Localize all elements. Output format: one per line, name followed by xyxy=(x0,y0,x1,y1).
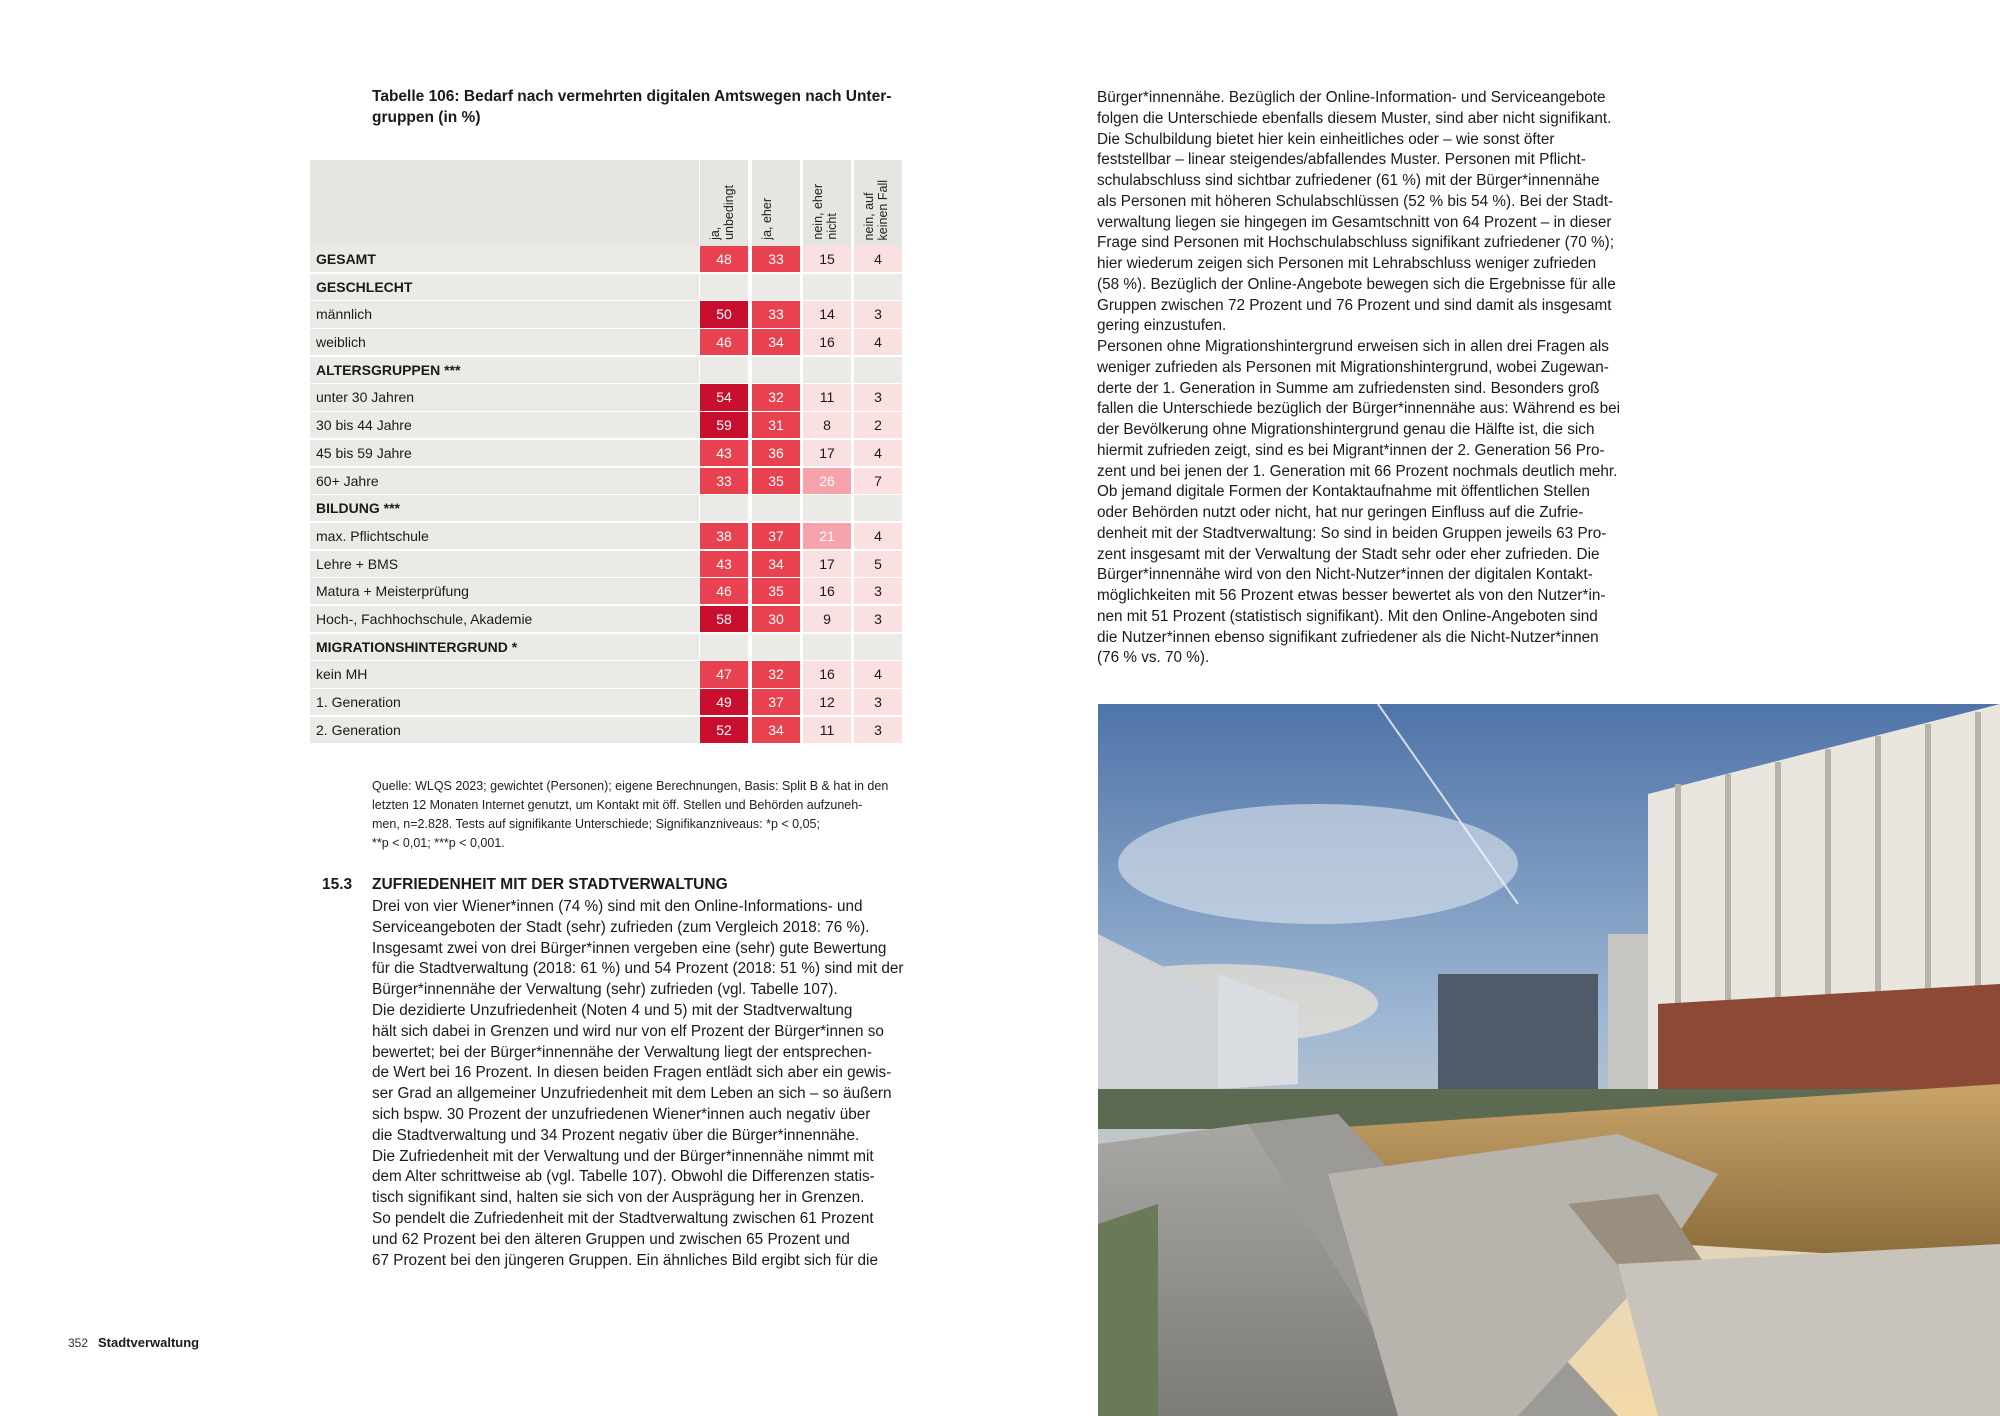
row-label: max. Pflichtschule xyxy=(310,523,699,549)
row-label: 30 bis 44 Jahre xyxy=(310,412,699,438)
value-cell: 34 xyxy=(752,717,800,743)
value-cell: 3 xyxy=(854,717,902,743)
value-cell: 35 xyxy=(752,578,800,604)
body-line: de Wert bei 16 Prozent. In diesen beiden Fragen entlädt sich aber ein gewis- xyxy=(372,1064,892,1082)
value-cell: 8 xyxy=(803,412,851,438)
value-cell: 34 xyxy=(752,329,800,355)
source-line: Quelle: WLQS 2023; gewichtet (Personen); eigene Berechnungen, Basis: Split B & hat in den xyxy=(372,779,889,793)
value-cell xyxy=(854,634,902,660)
table-row xyxy=(310,384,903,412)
value-cell: 58 xyxy=(700,606,748,632)
body-line: zent insgesamt mit der Verwaltung der Stadt sehr oder eher zufrieden. Die xyxy=(1097,545,1600,563)
value-cell xyxy=(700,495,748,521)
body-line: (58 %). Bezüglich der Online-Angebote bewegen sich die Ergebnisse für alle xyxy=(1097,275,1616,293)
data-table xyxy=(310,160,903,744)
section-title: ZUFRIEDENHEIT MIT DER STADTVERWALTUNG xyxy=(372,876,728,893)
value-cell: 32 xyxy=(752,384,800,410)
source-note xyxy=(372,777,912,853)
body-line: Die Zufriedenheit mit der Verwaltung und der Bürger*innennähe nimmt mit xyxy=(372,1147,874,1165)
value-cell: 47 xyxy=(700,661,748,687)
body-line: möglichkeiten mit 56 Prozent etwas besser bewertet als von den Nutzer*in- xyxy=(1097,587,1606,604)
body-line: 67 Prozent bei den jüngeren Gruppen. Ein ähnliches Bild ergibt sich für die xyxy=(372,1251,878,1269)
value-cell xyxy=(803,634,851,660)
value-cell: 37 xyxy=(752,689,800,715)
value-cell: 46 xyxy=(700,329,748,355)
table-row xyxy=(310,634,903,662)
row-label: Lehre + BMS xyxy=(310,551,699,577)
body-line: bewertet; bei der Bürger*innennähe der Verwaltung liegt der entsprechen- xyxy=(372,1043,873,1061)
value-cell: 16 xyxy=(803,329,851,355)
body-line: verwaltung liegen sie hingegen im Gesamtschnitt von 64 Prozent – in dieser xyxy=(1097,213,1612,231)
row-label: 60+ Jahre xyxy=(310,468,699,494)
column-header: ja, unbedingt xyxy=(700,160,748,246)
row-label: ALTERSGRUPPEN *** xyxy=(310,357,699,383)
value-cell xyxy=(803,274,851,300)
body-line: gering einzustufen. xyxy=(1097,317,1227,335)
row-label: GESAMT xyxy=(310,246,699,272)
row-label: weiblich xyxy=(310,329,699,355)
value-cell: 12 xyxy=(803,689,851,715)
body-line: weniger zufrieden als Personen mit Migrationshintergrund, wobei Zugewan- xyxy=(1097,358,1609,376)
value-cell: 50 xyxy=(700,301,748,327)
value-cell: 5 xyxy=(854,551,902,577)
value-cell: 2 xyxy=(854,412,902,438)
value-cell: 7 xyxy=(854,468,902,494)
chapter-title: Stadtverwaltung xyxy=(98,1335,200,1350)
body-line: So pendelt die Zufriedenheit mit der Stadtverwaltung zwischen 61 Prozent xyxy=(372,1209,874,1227)
body-line: dem Alter schrittweise ab (vgl. Tabelle 107). Obwohl die Differenzen statis- xyxy=(372,1168,875,1186)
row-label: unter 30 Jahren xyxy=(310,384,699,410)
right-column-text xyxy=(1097,88,1637,669)
body-line: denheit mit der Stadtverwaltung: So sind in beiden Gruppen jeweils 63 Pro- xyxy=(1097,524,1607,542)
body-line: zent und bei jenen der 1. Generation mit 66 Prozent nochmals deutlich mehr. xyxy=(1097,462,1618,480)
body-line: (76 % vs. 70 %). xyxy=(1097,649,1210,667)
table-row xyxy=(310,495,903,523)
body-line: feststellbar – linear steigendes/abfallendes Muster. Personen mit Pflicht- xyxy=(1097,151,1586,169)
value-cell: 59 xyxy=(700,412,748,438)
body-line: als Personen mit höheren Schulabschlüssen (52 % bis 54 %). Bei der Stadt- xyxy=(1097,192,1614,210)
value-cell: 30 xyxy=(752,606,800,632)
body-line: Die dezidierte Unzufriedenheit (Noten 4 und 5) mit der Stadtverwaltung xyxy=(372,1001,853,1019)
body-line: Drei von vier Wiener*innen (74 %) sind mit den Online-Informations- und xyxy=(372,898,863,915)
value-cell: 4 xyxy=(854,329,902,355)
section-number: 15.3 xyxy=(322,876,353,893)
value-cell xyxy=(752,495,800,521)
value-cell: 16 xyxy=(803,661,851,687)
source-line: letzten 12 Monaten Internet genutzt, um Kontakt mit öff. Stellen und Behörden aufzuneh- xyxy=(372,798,863,812)
value-cell: 52 xyxy=(700,717,748,743)
value-cell: 36 xyxy=(752,440,800,466)
value-cell xyxy=(700,274,748,300)
body-line: die Stadtverwaltung und 34 Prozent negativ über die Bürger*innennähe. xyxy=(372,1126,860,1144)
table-row xyxy=(310,578,903,606)
body-line: Serviceangeboten der Stadt (sehr) zufrieden (zum Vergleich 2018: 76 %). xyxy=(372,918,870,936)
table-row xyxy=(310,606,903,634)
page-number: 352 xyxy=(68,1336,89,1350)
table-row xyxy=(310,412,903,440)
value-cell: 14 xyxy=(803,301,851,327)
value-cell: 33 xyxy=(752,246,800,272)
value-cell: 3 xyxy=(854,578,902,604)
table-header xyxy=(310,160,903,246)
value-cell xyxy=(752,357,800,383)
value-cell: 48 xyxy=(700,246,748,272)
value-cell: 17 xyxy=(803,440,851,466)
column-header: nein, auf keinen Fall xyxy=(854,160,902,246)
row-label: 45 bis 59 Jahre xyxy=(310,440,699,466)
body-line: folgen die Unterschiede ebenfalls diesem Muster, sind aber nicht signifikant. xyxy=(1097,109,1612,127)
value-cell: 3 xyxy=(854,606,902,632)
row-label: MIGRATIONSHINTERGRUND * xyxy=(310,634,699,660)
value-cell: 43 xyxy=(700,440,748,466)
body-line: Bürger*innennähe. Bezüglich der Online-Information- und Serviceangebote xyxy=(1097,89,1606,106)
value-cell: 32 xyxy=(752,661,800,687)
value-cell: 33 xyxy=(752,301,800,327)
value-cell xyxy=(803,495,851,521)
body-line: Ob jemand digitale Formen der Kontaktaufnahme mit öffentlichen Stellen xyxy=(1097,483,1590,501)
value-cell: 4 xyxy=(854,661,902,687)
body-line: Insgesamt zwei von drei Bürger*innen vergeben eine (sehr) gute Bewertung xyxy=(372,939,887,957)
row-label: GESCHLECHT xyxy=(310,274,699,300)
body-line: Personen ohne Migrationshintergrund erweisen sich in allen drei Fragen als xyxy=(1097,338,1609,355)
table-row xyxy=(310,717,903,745)
value-cell: 15 xyxy=(803,246,851,272)
value-cell: 4 xyxy=(854,440,902,466)
body-line: derte der 1. Generation in Summe am zufriedensten sind. Besonders groß xyxy=(1097,379,1600,397)
column-header: nein, eher nicht xyxy=(803,160,851,246)
body-line: hiermit zufrieden zeigt, sind es bei Migrant*innen der 2. Generation 56 Pro- xyxy=(1097,441,1605,459)
body-line: und 62 Prozent bei den älteren Gruppen und zwischen 65 Prozent und xyxy=(372,1230,850,1248)
table-row xyxy=(310,440,903,468)
value-cell: 11 xyxy=(803,717,851,743)
source-line: **p < 0,01; ***p < 0,001. xyxy=(372,836,505,850)
value-cell: 33 xyxy=(700,468,748,494)
value-cell: 46 xyxy=(700,578,748,604)
body-line: der Bevölkerung ohne Migrationshintergrund genau die Hälfte ist, die sich xyxy=(1097,421,1595,438)
table-title-line: Tabelle 106: Bedarf nach vermehrten digitalen Amtswegen nach Unter- xyxy=(372,88,892,105)
table-row xyxy=(310,329,903,357)
value-cell: 49 xyxy=(700,689,748,715)
body-line: hält sich dabei in Grenzen und wird nur von elf Prozent der Bürger*innen so xyxy=(372,1022,884,1040)
table-row xyxy=(310,661,903,689)
body-line: oder Behörden nutzt oder nicht, hat nur geringen Einfluss auf die Zufrie- xyxy=(1097,504,1584,521)
table-row xyxy=(310,274,903,302)
table-row xyxy=(310,468,903,496)
body-line: sich bspw. 30 Prozent der unzufriedenen Wiener*innen auch negativ über xyxy=(372,1105,871,1123)
value-cell: 54 xyxy=(700,384,748,410)
value-cell xyxy=(700,357,748,383)
table-title-line: gruppen (in %) xyxy=(372,109,481,126)
table-row xyxy=(310,301,903,329)
row-label: Hoch-, Fachhochschule, Akademie xyxy=(310,606,699,632)
body-line: Die Schulbildung bietet hier kein einheitliches oder – wie sonst öfter xyxy=(1097,130,1555,148)
value-cell: 3 xyxy=(854,384,902,410)
body-line: Frage sind Personen mit Hochschulabschluss signifikant zufriedener (70 %); xyxy=(1097,234,1614,252)
body-line: nen mit 51 Prozent (statistisch signifikant). Mit den Online-Angeboten sind xyxy=(1097,607,1598,625)
row-label: Matura + Meisterprüfung xyxy=(310,578,699,604)
value-cell: 21 xyxy=(803,523,851,549)
value-cell: 11 xyxy=(803,384,851,410)
value-cell: 43 xyxy=(700,551,748,577)
table-row xyxy=(310,551,903,579)
value-cell: 3 xyxy=(854,301,902,327)
value-cell: 4 xyxy=(854,523,902,549)
row-label: 1. Generation xyxy=(310,689,699,715)
table-row xyxy=(310,689,903,717)
row-label: BILDUNG *** xyxy=(310,495,699,521)
body-line: Bürger*innennähe wird von den Nicht-Nutzer*innen der digitalen Kontakt- xyxy=(1097,566,1593,584)
value-cell xyxy=(752,634,800,660)
value-cell xyxy=(752,274,800,300)
value-cell: 4 xyxy=(854,246,902,272)
body-line: die Nutzer*innen ebenso signifikant zufriedener als die Nicht-Nutzer*innen xyxy=(1097,628,1599,646)
value-cell xyxy=(803,357,851,383)
value-cell: 37 xyxy=(752,523,800,549)
value-cell xyxy=(854,274,902,300)
body-line: schulabschluss sind sichtbar zufriedener (61 %) mit der Bürger*innennähe xyxy=(1097,172,1600,189)
section-body xyxy=(372,897,902,1271)
table-row xyxy=(310,357,903,385)
row-label: männlich xyxy=(310,301,699,327)
body-line: Gruppen zwischen 72 Prozent und 76 Prozent und sind damit als insgesamt xyxy=(1097,296,1612,314)
header-label-cell xyxy=(310,160,699,246)
value-cell: 17 xyxy=(803,551,851,577)
table-row xyxy=(310,523,903,551)
value-cell: 31 xyxy=(752,412,800,438)
value-cell: 35 xyxy=(752,468,800,494)
body-line: für die Stadtverwaltung (2018: 61 %) und 54 Prozent (2018: 51 %) sind mit der xyxy=(372,960,904,978)
body-line: fallen die Unterschiede bezüglich der Bürger*innennähe aus: Während es bei xyxy=(1097,400,1620,418)
row-label: 2. Generation xyxy=(310,717,699,743)
table-row xyxy=(310,246,903,274)
value-cell xyxy=(854,357,902,383)
table-body xyxy=(310,246,903,744)
body-line: ser Grad an allgemeiner Unzufriedenheit mit dem Leben an sich – so äußern xyxy=(372,1085,892,1103)
source-line: men, n=2.828. Tests auf signifikante Unterschiede; Signifikanzniveaus: *p < 0,05; xyxy=(372,817,820,831)
value-cell xyxy=(700,634,748,660)
value-cell: 9 xyxy=(803,606,851,632)
street-photo xyxy=(1098,704,2000,1416)
value-cell: 26 xyxy=(803,468,851,494)
body-line: Bürger*innennähe der Verwaltung (sehr) zufrieden (vgl. Tabelle 107). xyxy=(372,981,838,999)
body-line: hier wiederum zeigen sich Personen mit Lehrabschluss weniger zufrieden xyxy=(1097,255,1597,272)
value-cell: 3 xyxy=(854,689,902,715)
body-line: tisch signifikant sind, halten sie sich von der Ausprägung her in Grenzen. xyxy=(372,1189,865,1207)
value-cell: 34 xyxy=(752,551,800,577)
value-cell xyxy=(854,495,902,521)
table-title xyxy=(372,86,912,128)
value-cell: 38 xyxy=(700,523,748,549)
value-cell: 16 xyxy=(803,578,851,604)
row-label: kein MH xyxy=(310,661,699,687)
column-header: ja, eher xyxy=(752,160,800,246)
